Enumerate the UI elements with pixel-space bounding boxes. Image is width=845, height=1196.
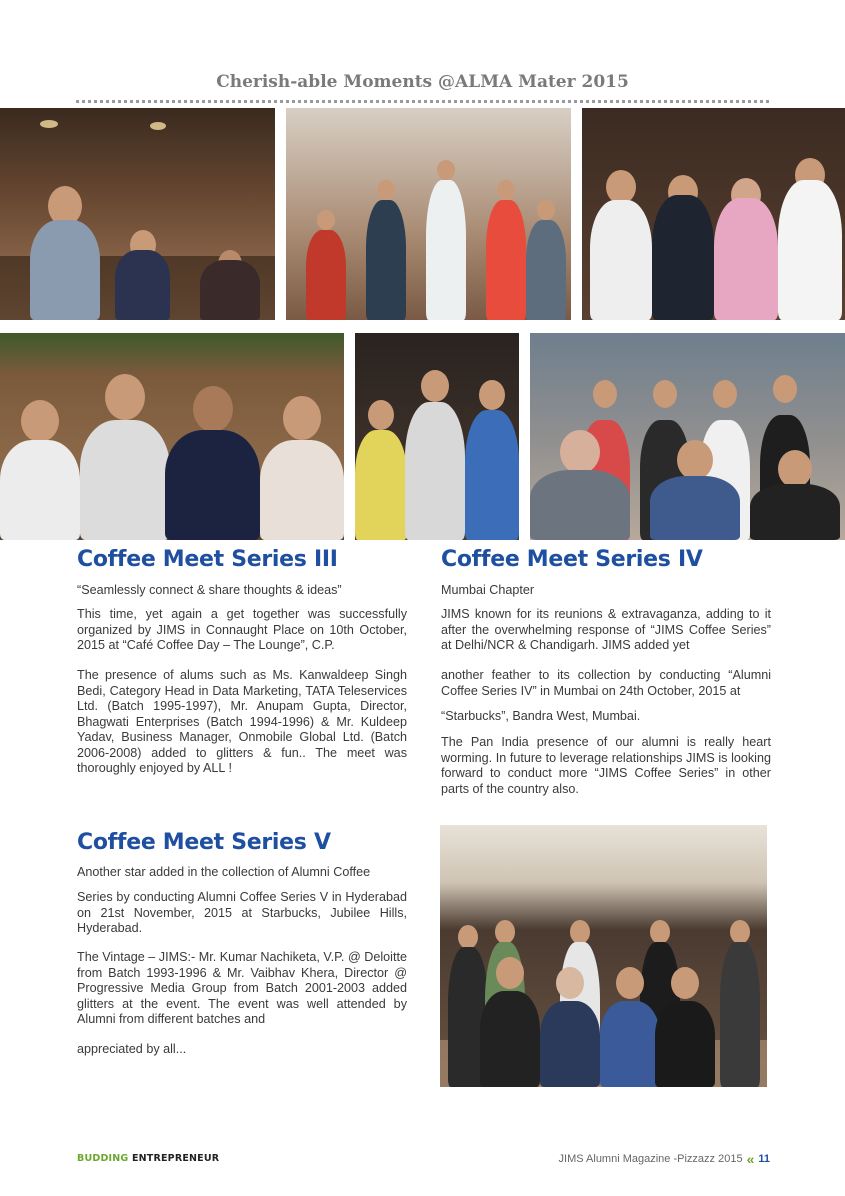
header-dotted-rule [76, 100, 769, 103]
photo-group-overhead [286, 108, 571, 320]
photo-four-alumni-wood-wall [0, 333, 344, 540]
series-iii-paragraph-1: This time, yet again a get together was successfully organized by JIMS in Connaught Place on 10th October, 2015 at “Café Coffee Day – The Lounge”, C.P. [77, 607, 407, 652]
series-iv-paragraph-4: The Pan India presence of our alumni is really heart worming. In future to leverage relationships JIMS is looking forward to conduct more “JIMS Coffee Series” in other parts of the country also. [441, 735, 771, 796]
series-iv-paragraph-2: another feather to its collection by conducting “Alumni Coffee Series IV” in Mumbai on 24th October, 2015 at [441, 668, 771, 698]
series-iii-tagline: “Seamlessly connect & share thoughts & ideas” [77, 583, 342, 597]
photo-mumbai-group-seated [530, 333, 845, 540]
photo-three-alumni-group [355, 333, 519, 540]
series-iv-paragraph-1: JIMS known for its reunions & extravaganza, adding to it after the overwhelming response of “JIMS Coffee Series” at Delhi/NCR & Chandigarh. JIMS added yet [441, 607, 771, 652]
footer-label-entrepreneur: ENTREPRENEUR [131, 1153, 220, 1164]
series-iv-subtitle: Mumbai Chapter [441, 583, 535, 597]
series-iv-paragraph-3: “Starbucks”, Bandra West, Mumbai. [441, 709, 641, 723]
series-v-paragraph-3: The Vintage – JIMS:- Mr. Kumar Nachiketa, V.P. @ Deloitte from Batch 1993-1996 & Mr. Vaibhav Khera, Director @ Progressive Media Group from Batch 2001-2003 added glitters at the event. The event was well attended by Alumni from different batches and [77, 950, 407, 1026]
page-header-title: Cherish-able Moments @ALMA Mater 2015 [216, 72, 629, 92]
photo-four-alumni-standing [582, 108, 845, 320]
footer-section-label [77, 1153, 219, 1164]
series-iii-title: Coffee Meet Series III [77, 547, 338, 572]
series-v-paragraph-2: Series by conducting Alumni Coffee Series V in Hyderabad on 21st November, 2015 at Starbucks, Jubilee Hills, Hyderabad. [77, 890, 407, 935]
footer-magazine-name: JIMS Alumni Magazine -Pizzazz 2015 [558, 1153, 743, 1165]
series-v-paragraph-4: appreciated by all... [77, 1042, 187, 1056]
series-v-paragraph-1: Another star added in the collection of Alumni Coffee [77, 865, 371, 879]
footer-magazine-info [559, 1151, 770, 1167]
footer-label-budding: BUDDING [77, 1153, 129, 1164]
page-number: 11 [758, 1153, 770, 1165]
photo-cafe-table-chat [0, 108, 275, 320]
photo-hyderabad-group [440, 825, 767, 1087]
series-iv-title: Coffee Meet Series IV [441, 547, 703, 572]
double-chevron-left-icon: « [746, 1151, 755, 1167]
series-iii-paragraph-2: The presence of alums such as Ms. Kanwaldeep Singh Bedi, Category Head in Data Marketing, TATA Teleservices Ltd. (Batch 1995-1997), Mr. Anupam Gupta, Director, Bhagwati Enterprises (Batch 1994-1996) & Mr. Kuldeep Yadav, Business Manager, Onmobile Global Ltd. (Batch 2006-2008) added to glitters & fun.. The meet was thoroughly enjoyed by ALL ! [77, 668, 407, 775]
series-v-title: Coffee Meet Series V [77, 830, 331, 855]
